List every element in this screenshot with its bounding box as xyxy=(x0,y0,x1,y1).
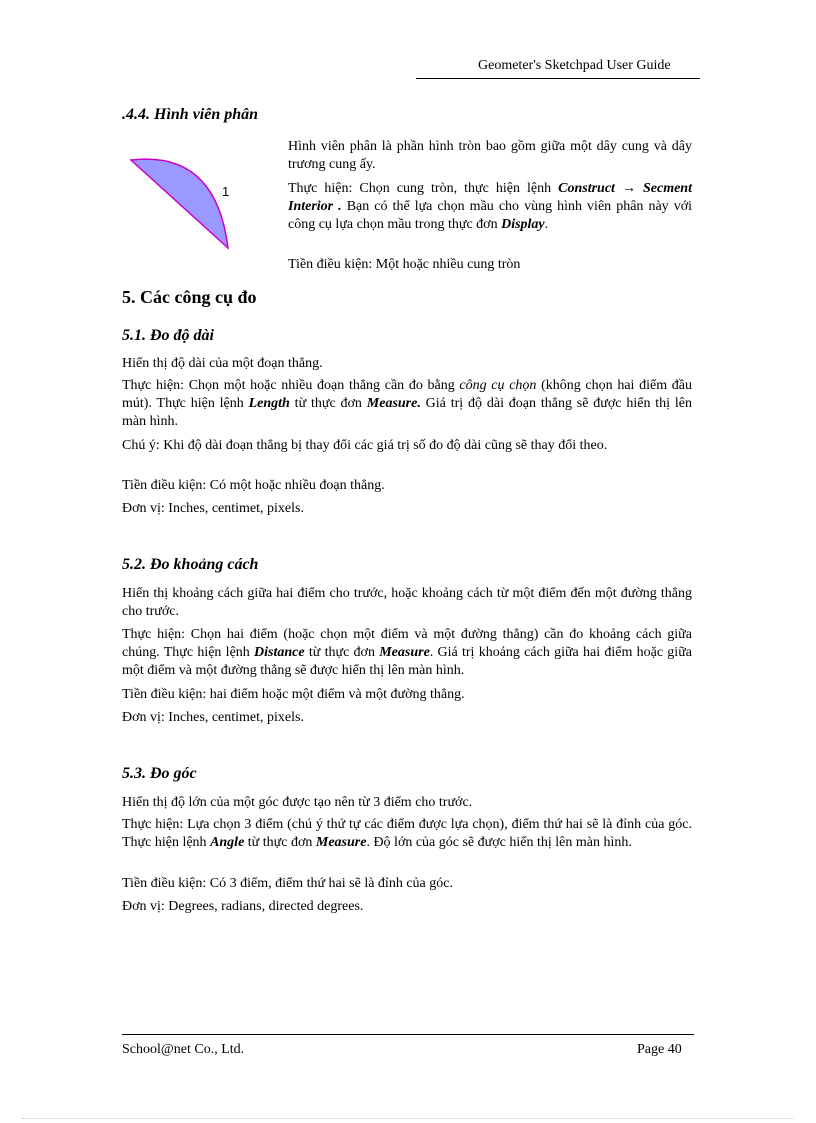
text-run: . Độ lớn của góc sẽ được hiển thị lên màn hình. xyxy=(366,835,632,850)
section-5-2-heading: 5.2. Đo khoảng cách xyxy=(122,556,259,573)
menu-command: Distance xyxy=(254,645,305,660)
menu-name: Measure xyxy=(379,645,430,660)
section-5-3-para-2 xyxy=(122,816,692,852)
section-4-4-para-2 xyxy=(288,180,692,234)
section-4-4-heading: .4.4. Hình viên phân xyxy=(122,106,259,123)
footer-company: School@net Co., Ltd. xyxy=(122,1042,245,1057)
running-header: Geometer's Sketchpad User Guide xyxy=(478,58,671,73)
tool-name: công cụ chọn xyxy=(459,378,537,393)
section-5-3-para-1: Hiển thị độ lớn của một góc được tạo nên từ 3 điểm cho trước. xyxy=(122,795,473,810)
text-run: Thực hiện: Chọn hai điểm (hoặc chọn một điểm và một đường thẳng) cần đo khoảng cách giữa chúng. Thực hiện lệnh xyxy=(122,627,692,660)
section-5-1-para-1: Hiển thị độ dài của một đoạn thẳng. xyxy=(122,356,323,371)
section-5-1-para-5: Đơn vị: Inches, centimet, pixels. xyxy=(122,501,304,516)
section-5-2-para-1: Hiển thị khoảng cách giữa hai điểm cho trước, hoặc khoảng cách từ một điểm đến một đường thẳng cho trước. xyxy=(122,586,692,619)
section-5-3-para-4: Đơn vị: Degrees, radians, directed degrees. xyxy=(122,899,364,914)
section-5-1-para-4: Tiền điều kiện: Có một hoặc nhiều đoạn thẳng. xyxy=(122,478,385,493)
section-5-3-para-3: Tiền điều kiện: Có 3 điểm, điểm thứ hai sẽ là đỉnh của góc. xyxy=(122,876,453,891)
section-5-2-para-2 xyxy=(122,626,692,680)
text-run: . xyxy=(544,217,549,232)
text-run: Thực hiện: Chọn cung tròn, thực hiện lệnh xyxy=(288,181,559,196)
text-run: từ thực đơn xyxy=(304,645,380,660)
page-number: Page 40 xyxy=(637,1042,682,1057)
text-run: từ thực đơn xyxy=(289,396,367,411)
footer-rule xyxy=(122,1034,694,1035)
section-4-4-para-1: Hình viên phân là phần hình tròn bao gồm giữa một dây cung và dây trương cung ấy. xyxy=(288,139,692,172)
menu-command: Angle xyxy=(210,835,245,850)
text-run: Thực hiện: Chọn một hoặc nhiều đoạn thẳng cần đo bằng xyxy=(122,378,460,393)
menu-command: Construct → Secment Interior . xyxy=(288,181,692,214)
menu-name: Display xyxy=(501,217,545,232)
text-run: Giá trị độ dài đoạn thẳng sẽ được hiển thị lên màn hình. xyxy=(122,396,693,429)
text-run: . Giá trị khoảng cách giữa hai điểm hoặc giữa một điểm và một đường thẳng sẽ được hiển thị lên màn hình. xyxy=(122,645,692,678)
figure-label: 1 xyxy=(222,184,230,199)
text-run: từ thực đơn xyxy=(244,835,316,850)
section-4-4-para-3: Tiền điều kiện: Một hoặc nhiều cung tròn xyxy=(288,257,521,272)
section-5-2-para-3: Tiền điều kiện: hai điểm hoặc một điểm và một đường thẳng. xyxy=(122,687,465,702)
text-run: (không chọn hai điểm đầu mút). Thực hiện lệnh xyxy=(122,378,692,411)
section-5-heading: 5. Các công cụ đo xyxy=(122,287,257,307)
menu-command: Length xyxy=(248,396,290,411)
section-5-1-heading: 5.1. Đo độ dài xyxy=(122,327,214,344)
menu-name: Measure xyxy=(315,835,367,850)
segment-figure xyxy=(126,150,236,254)
page-bottom-dots xyxy=(22,1118,794,1119)
section-5-1-para-2 xyxy=(122,377,692,431)
section-5-3-heading: 5.3. Đo góc xyxy=(122,765,197,782)
text-run: Bạn có thể lựa chọn mầu cho vùng hình viên phân này với công cụ lựa chọn mầu trong thực đơn xyxy=(288,199,692,232)
segment-shape xyxy=(131,159,228,248)
text-run: Thực hiện: Lựa chọn 3 điểm (chú ý thứ tự các điểm được lựa chọn), điểm thứ hai sẽ là đỉnh của góc. Thực hiện lệnh xyxy=(122,817,692,850)
section-5-1-para-3: Chú ý: Khi độ dài đoạn thẳng bị thay đổi các giá trị số đo độ dài cũng sẽ thay đổi theo. xyxy=(122,438,608,453)
menu-name: Measure. xyxy=(366,396,421,411)
section-5-2-para-4: Đơn vị: Inches, centimet, pixels. xyxy=(122,710,304,725)
header-rule xyxy=(416,78,700,79)
